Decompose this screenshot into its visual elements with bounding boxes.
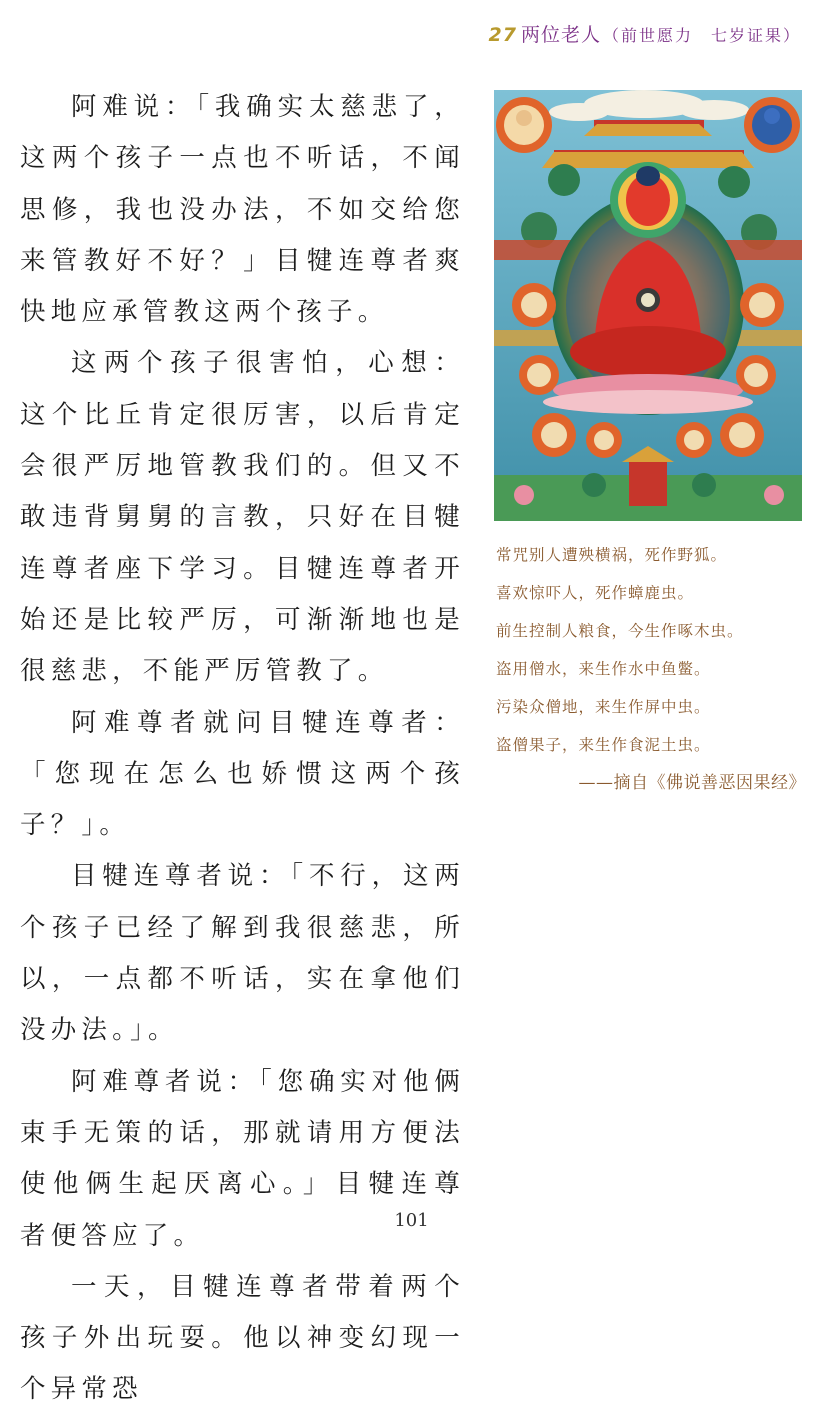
paragraph: 阿难尊者说：「您确实对他俩束手无策的话，那就请用方便法使他俩生起厌离心。」目犍连尊者便答应了。 xyxy=(20,1066,465,1251)
image-caption xyxy=(496,536,806,802)
caption-source: ——摘自《佛说善恶因果经》 xyxy=(578,773,806,793)
caption-line: 盗僧果子，来生作食泥土虫。 xyxy=(496,736,711,754)
caption-line: 喜欢惊吓人，死作蟑鹿虫。 xyxy=(496,584,695,602)
page-number: 101 xyxy=(394,1210,429,1231)
chapter-subtitle: （前世愿力 七岁证果） xyxy=(602,26,801,45)
chapter-number: 27 xyxy=(488,24,517,46)
paragraph: 一天，目犍连尊者带着两个孩子外出玩耍。他以神变幻现一个异常恐 xyxy=(20,1271,465,1405)
chapter-title: 两位老人 xyxy=(520,24,601,46)
caption-line: 污染众僧地，来生作屏中虫。 xyxy=(496,698,711,716)
thangka-image xyxy=(494,90,802,521)
caption-line: 常咒别人遭殃横祸，死作野狐。 xyxy=(496,546,728,564)
running-header xyxy=(489,20,801,47)
paragraph: 阿难说：「我确实太慈悲了，这两个孩子一点也不听话，不闻思修，我也没办法，不如交给您来管教好不好？」目犍连尊者爽快地应承管教这两个孩子。 xyxy=(20,92,465,328)
caption-line: 盗用僧水，来生作水中鱼鳖。 xyxy=(496,660,711,678)
paragraph: 这两个孩子很害怕，心想：这个比丘肯定很厉害，以后肯定会很严厉地管教我们的。但又不敢违背舅舅的言教，只好在目犍连尊者座下学习。目犍连尊者开始还是比较严厉，可渐渐地也是很慈悲，不能严厉管教了。 xyxy=(20,348,465,687)
paragraph: 目犍连尊者说：「不行，这两个孩子已经了解到我很慈悲，所以，一点都不听话，实在拿他们没办法。」。 xyxy=(20,861,465,1046)
caption-line: 前生控制人粮食，今生作啄木虫。 xyxy=(496,622,744,640)
paragraph: 阿难尊者就问目犍连尊者：「您现在怎么也娇惯这两个孩子？」。 xyxy=(20,707,465,841)
